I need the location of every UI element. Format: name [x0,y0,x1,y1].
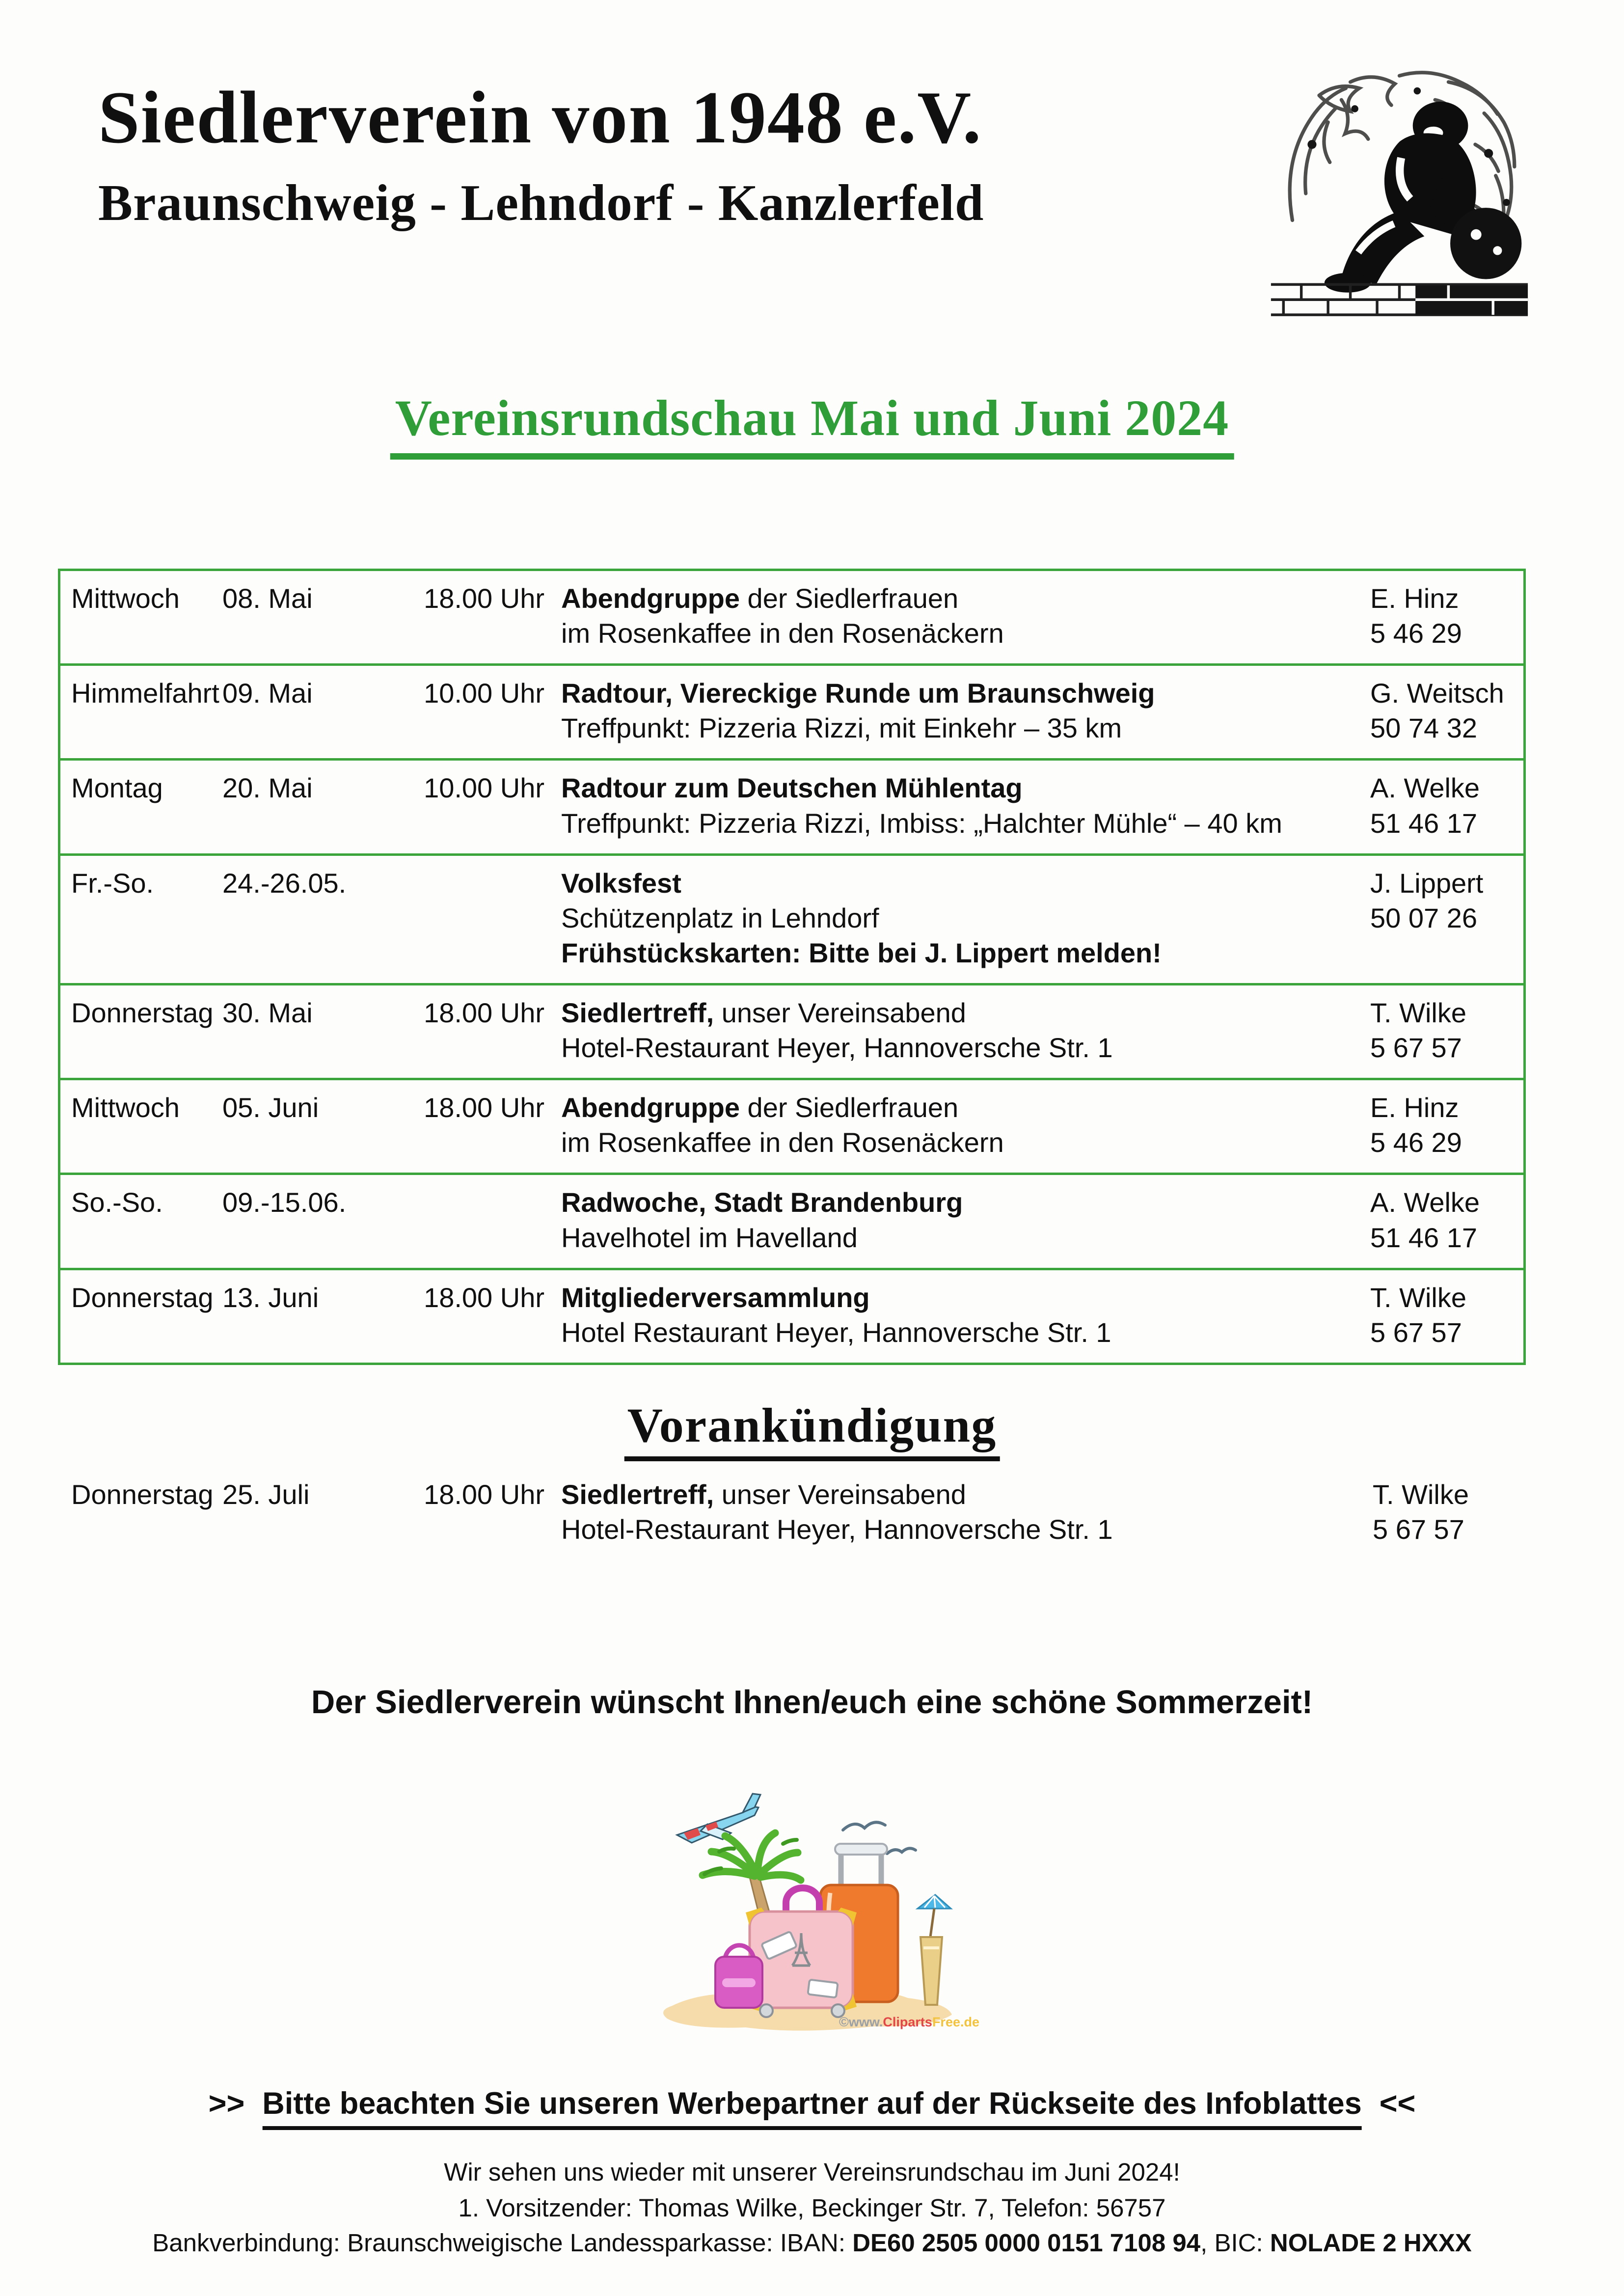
event-day: Montag [71,772,163,804]
cocktail-icon [918,1895,951,2005]
event-day: Mittwoch [71,583,180,614]
event-row [60,1173,1523,1267]
event-contact [1370,1185,1523,1255]
event-date: 09.-15.06. [222,1187,347,1218]
event-day: Donnerstag [71,1282,214,1313]
event-time: 18.00 Uhr [424,997,544,1028]
event-description: Mitgliederversammlung Hotel Restaurant Heyer, Hannoversche Str. 1 [561,1282,1111,1348]
event-day: Donnerstag [71,1479,214,1510]
event-contact [1370,1280,1523,1350]
contact-phone: 5 67 57 [1373,1514,1464,1545]
bic-value: NOLADE 2 HXXX [1270,2229,1472,2257]
contact-name: T. Wilke [1370,1282,1466,1313]
event-day: Donnerstag [71,997,214,1028]
clipart-watermark: ©www.ClipartsFree.de [839,2015,979,2029]
iban-value: DE60 2505 0000 0151 7108 94 [852,2229,1201,2257]
chevrons-left-icon: << [1379,2086,1416,2121]
event-time: 18.00 Uhr [424,1479,544,1510]
event-description: Radwoche, Stadt Brandenburg Havelhotel im Havelland [561,1187,963,1253]
contact-phone: 50 07 26 [1370,902,1477,933]
club-subtitle: Braunschweig - Lehndorf - Kanzlerfeld [98,174,984,231]
contact-name: E. Hinz [1370,1092,1459,1123]
event-day: So.-So. [71,1187,163,1218]
event-contact [1370,995,1523,1065]
preview-heading: Vorankündigung [624,1397,1000,1461]
event-row [60,1268,1523,1363]
event-day: Himmelfahrt [71,678,219,709]
vacation-clipart [643,1775,981,2050]
event-contact [1370,581,1523,651]
contact-phone: 5 67 57 [1370,1032,1462,1064]
event-time [423,1185,561,1255]
event-contact [1373,1477,1526,1547]
event-time: 18.00 Uhr [424,1282,544,1313]
event-description: Siedlertreff, unser Vereinsabend Hotel-Restaurant Heyer, Hannoversche Str. 1 [561,1479,1113,1545]
contact-name: G. Weitsch [1370,678,1504,709]
airplane-icon [677,1794,760,1843]
event-time: 18.00 Uhr [424,583,544,614]
event-contact [1370,770,1523,840]
event-description: Abendgruppe der Siedlerfrauen im Rosenkaffee in den Rosenäckern [561,583,1004,649]
event-date: 08. Mai [222,583,313,614]
event-day: Fr.-So. [71,867,154,899]
contact-name: J. Lippert [1370,867,1484,899]
event-time: 10.00 Uhr [424,772,544,804]
event-contact [1370,1090,1523,1160]
event-row [60,758,1523,853]
event-date: 30. Mai [222,997,313,1028]
event-row [60,663,1523,758]
contact-name: T. Wilke [1370,997,1466,1028]
footer-bank-details: Bankverbindung: Braunschweigische Landessparkasse: IBAN: DE60 2505 0000 0151 7108 94, BIC: NOLADE 2 HXXX [152,2229,1472,2257]
club-title: Siedlerverein von 1948 e.V. [98,76,982,159]
contact-name: T. Wilke [1373,1479,1469,1510]
banner-text: Bitte beachten Sie unseren Werbepartner auf der Rückseite des Infoblattes [262,2086,1361,2130]
event-date: 05. Juni [222,1092,319,1123]
footer-next-issue: Wir sehen uns wieder mit unserer Vereinsrundschau im Juni 2024! [444,2158,1180,2186]
event-date: 09. Mai [222,678,313,709]
event-date: 25. Juli [222,1479,310,1510]
event-row [60,853,1523,983]
footer [0,2159,1624,2255]
contact-name: A. Welke [1370,1187,1480,1218]
event-description: Volksfest Schützenplatz in Lehndorf Frühstückskarten: Bitte bei J. Lippert melden! [561,867,1162,968]
event-description: Radtour, Viereckige Runde um Braunschweig Treffpunkt: Pizzeria Rizzi, mit Einkehr – 35 km [561,678,1155,744]
newsletter-title: Vereinsrundschau Mai und Juni 2024 [390,389,1234,460]
event-row [60,1078,1523,1173]
chevrons-right-icon: >> [208,2086,245,2121]
event-date: 24.-26.05. [222,867,347,899]
contact-phone: 5 67 57 [1370,1316,1462,1348]
contact-phone: 50 74 32 [1370,712,1477,744]
event-time [423,866,561,970]
contact-name: A. Welke [1370,772,1480,804]
event-date: 13. Juni [222,1282,319,1313]
contact-name: E. Hinz [1370,583,1459,614]
gardener-statue-logo-icon [1266,59,1533,319]
footer-chairman: 1. Vorsitzender: Thomas Wilke, Beckinger Str. 7, Telefon: 56757 [458,2194,1166,2222]
event-description: Siedlertreff, unser Vereinsabend Hotel-Restaurant Heyer, Hannoversche Str. 1 [561,997,1113,1064]
event-day: Mittwoch [71,1092,180,1123]
event-row [60,1477,1526,1547]
event-time: 18.00 Uhr [424,1092,544,1123]
contact-phone: 51 46 17 [1370,1222,1477,1253]
event-row [60,983,1523,1078]
summer-wish-text: Der Siedlerverein wünscht Ihnen/euch eine schöne Sommerzeit! [311,1684,1313,1721]
event-contact [1370,866,1523,970]
event-time: 10.00 Uhr [424,678,544,709]
contact-phone: 5 46 29 [1370,1127,1462,1158]
event-contact [1370,676,1523,745]
preview-row [60,1477,1526,1547]
contact-phone: 5 46 29 [1370,618,1462,649]
event-row [60,571,1523,663]
events-table [58,569,1526,1365]
werbepartner-banner [209,2086,1416,2130]
contact-phone: 51 46 17 [1370,807,1477,839]
event-date: 20. Mai [222,772,313,804]
event-description: Radtour zum Deutschen Mühlentag Treffpunkt: Pizzeria Rizzi, Imbiss: „Halchter Mühle“ – 40 km [561,772,1282,839]
event-description: Abendgruppe der Siedlerfrauen im Rosenkaffee in den Rosenäckern [561,1092,1004,1158]
